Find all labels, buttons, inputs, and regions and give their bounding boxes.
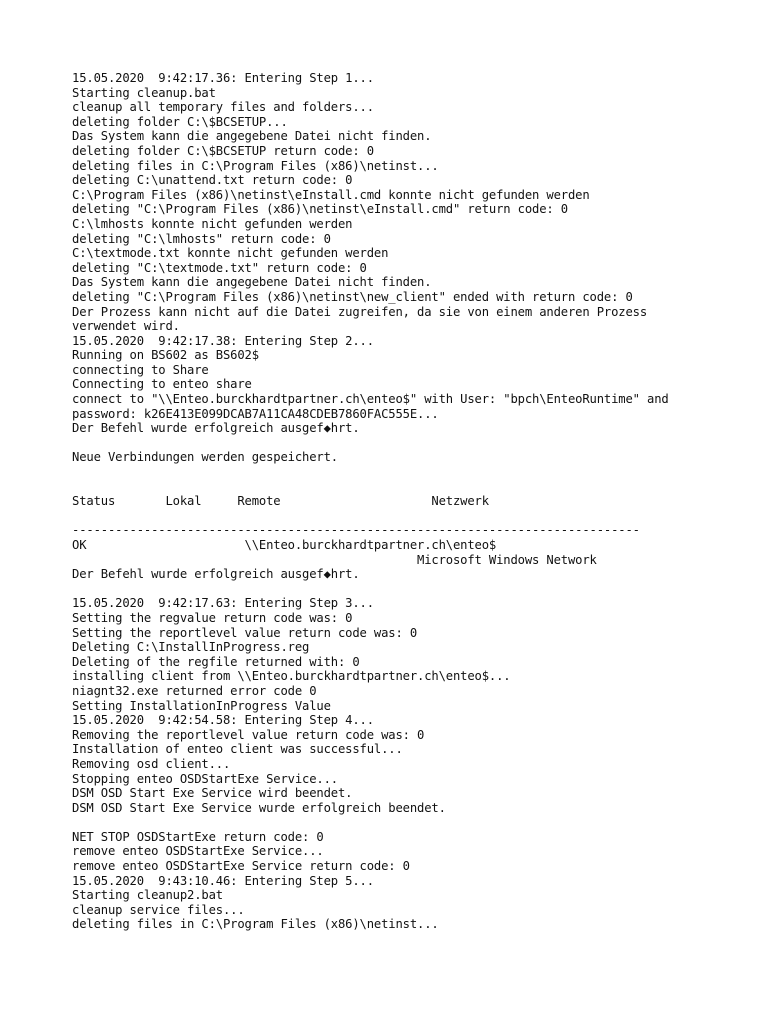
log-line: Setting the regvalue return code was: 0	[72, 610, 353, 625]
blank-line	[72, 582, 752, 597]
log-line: Deleting of the regfile returned with: 0	[72, 654, 360, 669]
log-line: 15.05.2020 9:43:10.46: Entering Step 5...	[72, 873, 374, 888]
log-line: C:\textmode.txt konnte nicht gefunden werden	[72, 246, 389, 261]
log-line: Der Befehl wurde erfolgreich ausgef◆hrt.	[72, 421, 360, 436]
log-line: NET STOP OSDStartExe return code: 0	[72, 829, 324, 844]
log-line: deleting "C:\Program Files (x86)\netinst\eInstall.cmd" return code: 0	[72, 202, 568, 217]
blank-line	[72, 815, 752, 830]
log-line: Setting the reportlevel value return code was: 0	[72, 625, 417, 640]
log-line: remove enteo OSDStartExe Service...	[72, 844, 324, 859]
net-use-header: Status Lokal Remote Netzwerk	[72, 494, 489, 509]
log-line: connecting to Share	[72, 362, 209, 377]
log-line: deleting files in C:\Program Files (x86)\netinst...	[72, 917, 439, 932]
log-line: Deleting C:\InstallInProgress.reg	[72, 640, 310, 655]
log-line: deleting C:\unattend.txt return code: 0	[72, 173, 353, 188]
log-line: 15.05.2020 9:42:17.63: Entering Step 3...	[72, 596, 374, 611]
log-line: deleting files in C:\Program Files (x86)\netinst...	[72, 158, 439, 173]
log-line: verwendet wird.	[72, 319, 180, 334]
log-line: Starting cleanup2.bat	[72, 888, 223, 903]
log-line: 15.05.2020 9:42:54.58: Entering Step 4...	[72, 713, 374, 728]
log-line: 15.05.2020 9:42:17.38: Entering Step 2...	[72, 333, 374, 348]
log-line: installing client from \\Enteo.burckhardtpartner.ch\enteo$...	[72, 669, 511, 684]
log-line: 15.05.2020 9:42:17.36: Entering Step 1...	[72, 71, 374, 85]
blank-line	[72, 480, 752, 495]
log-line: Installation of enteo client was successful...	[72, 742, 403, 757]
log-line: C:\lmhosts konnte nicht gefunden werden	[72, 216, 353, 231]
blank-line	[72, 436, 752, 451]
log-line: deleting "C:\lmhosts" return code: 0	[72, 231, 331, 246]
log-line: Removing the reportlevel value return code was: 0	[72, 727, 425, 742]
log-line: remove enteo OSDStartExe Service return code: 0	[72, 859, 410, 874]
log-line: password: k26E413E099DCAB7A11CA48CDEB7860FAC555E...	[72, 406, 439, 421]
log-line: niagnt32.exe returned error code 0	[72, 683, 317, 698]
log-line: Running on BS602 as BS602$	[72, 348, 259, 363]
log-line: deleting "C:\textmode.txt" return code: 0	[72, 260, 367, 275]
log-line: Connecting to enteo share	[72, 377, 252, 392]
log-line: Das System kann die angegebene Datei nicht finden.	[72, 275, 432, 290]
log-line: cleanup all temporary files and folders...	[72, 100, 374, 115]
net-use-row-network: Microsoft Windows Network	[72, 552, 597, 567]
log-document	[72, 71, 752, 932]
log-line: DSM OSD Start Exe Service wurde erfolgreich beendet.	[72, 800, 446, 815]
log-line: deleting "C:\Program Files (x86)\netinst\new_client" ended with return code: 0	[72, 289, 633, 304]
log-line: Der Prozess kann nicht auf die Datei zugreifen, da sie von einem anderen Prozess	[72, 304, 647, 319]
blank-line	[72, 465, 752, 480]
log-line: Der Befehl wurde erfolgreich ausgef◆hrt.	[72, 567, 360, 582]
net-use-row: OK \\Enteo.burckhardtpartner.ch\enteo$	[72, 538, 497, 552]
log-line: C:\Program Files (x86)\netinst\eInstall.cmd konnte nicht gefunden werden	[72, 187, 590, 202]
blank-line	[72, 509, 752, 524]
log-line: connect to "\\Enteo.burckhardtpartner.ch\enteo$" with User: "bpch\EnteoRuntime" and	[72, 392, 669, 407]
log-line: deleting folder C:\$BCSETUP return code: 0	[72, 143, 374, 158]
log-line: deleting folder C:\$BCSETUP...	[72, 114, 288, 129]
separator-line: -------------------------------------------------------------------------------	[72, 523, 640, 538]
log-line: DSM OSD Start Exe Service wird beendet.	[72, 786, 353, 801]
log-line: Removing osd client...	[72, 756, 231, 771]
log-line: Setting InstallationInProgress Value	[72, 698, 331, 713]
log-line: Starting cleanup.bat	[72, 85, 216, 100]
log-line: Neue Verbindungen werden gespeichert.	[72, 450, 338, 465]
log-line: Stopping enteo OSDStartExe Service...	[72, 771, 338, 786]
log-line: cleanup service files...	[72, 902, 245, 917]
log-line: Das System kann die angegebene Datei nicht finden.	[72, 129, 432, 144]
